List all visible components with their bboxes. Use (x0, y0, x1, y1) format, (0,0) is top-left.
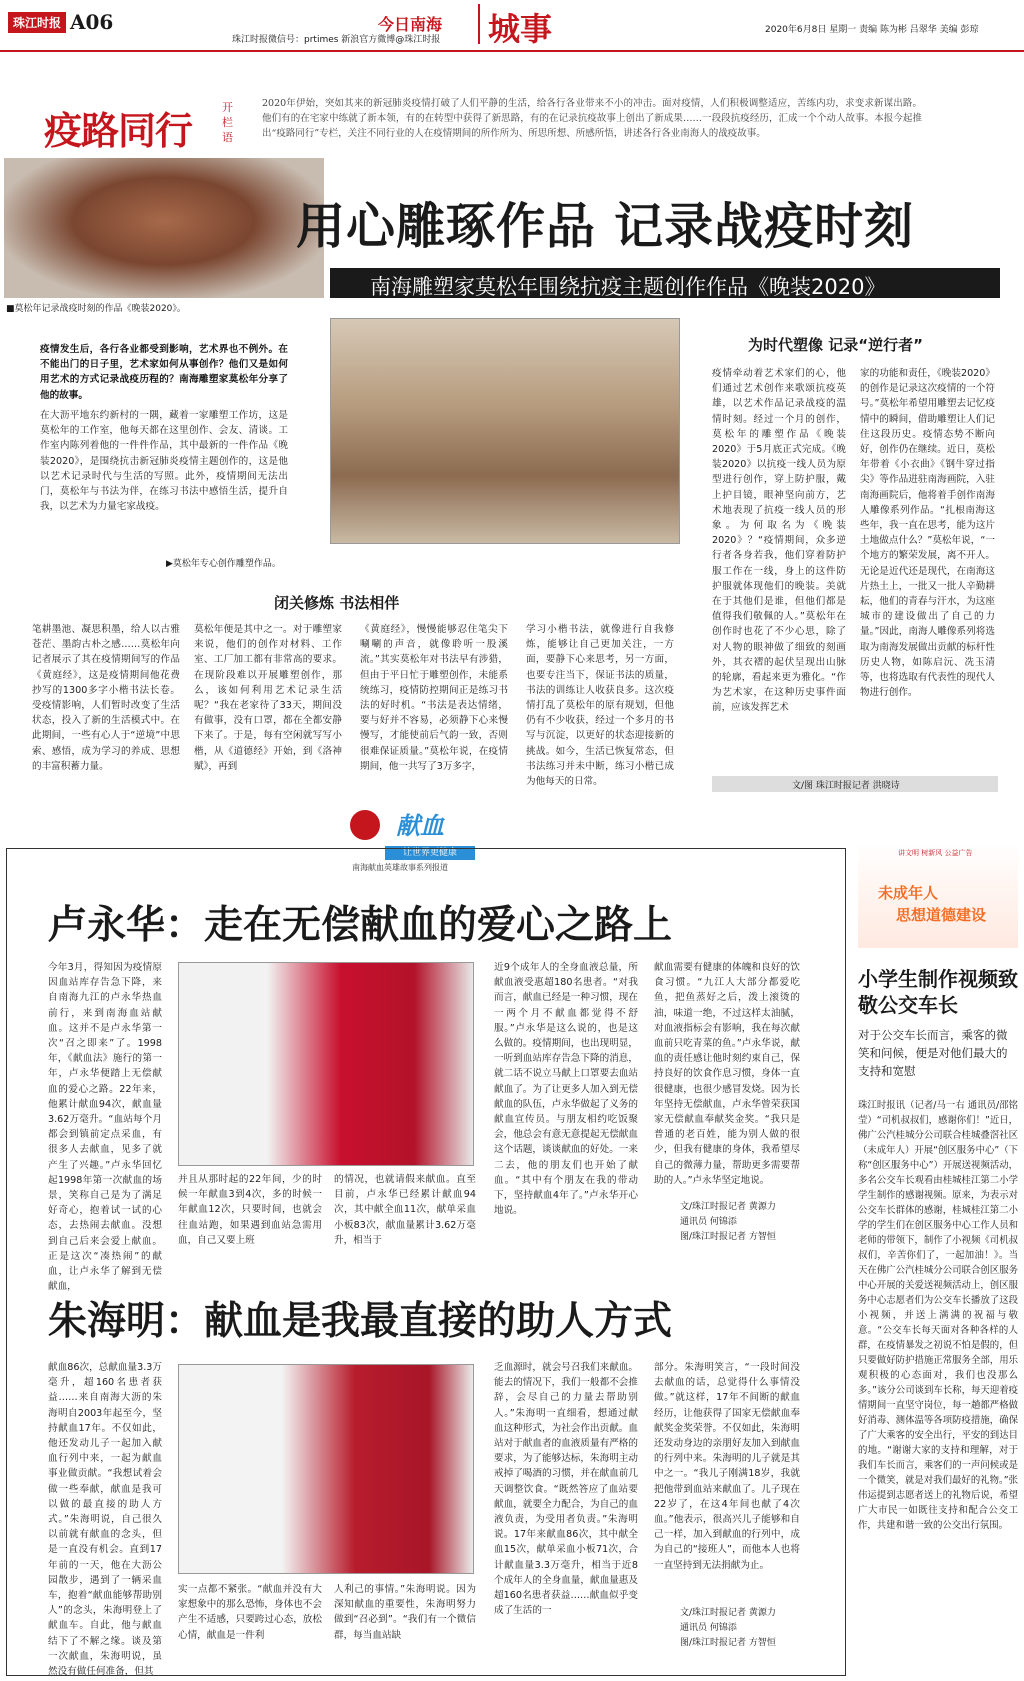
story2-col4: 献血需要有健康的体魄和良好的饮食习惯。“九江人大部分都爱吃鱼，把鱼蒸好之后，泼上滚烫的油，味道一绝，不过这样太油腻，对血液指标会有影响，我在每次献血前只吃青菜的鱼。”卢永华说，献血的责任感让他时刻约束自己，保持良好的饮食作息习惯，身体一直很健康，也很少感冒发烧。因为长年坚持无偿献血，卢永华曾荣获国家无偿献血奉献奖金奖。“我只是普通的老百姓，能为别人做的很少，但我有健康的身体，我希望尽自己的微薄力量，帮助更多需要帮助的人。”卢永华坚定地说。 (654, 962, 800, 1186)
story2-col1: 今年3月，得知因为疫情原因血站库存告急下降，来自南海九江的卢永华热血前行，来到南海血站献血。这并不是卢永华第一次“召之即来”了。1998年，《献血法》施行的第一年，卢永华便踏上无偿献血的爱心之路。22年来，他累计献血94次，献血量3.62万毫升。“血站每个月都会到镇前定点采血，有很多人去献血，见多了就产生了兴趣。”卢永华回忆起1998年第一次献血的场景，笑称自己是为了满足好奇心，抱着试一试的心态，去热闹去献血。没想到自己后来会爱上献血。正是这次“凑热闹”的献血，让卢永华了解到无偿献血， (48, 962, 162, 1293)
page-number: A06 (70, 10, 114, 34)
sidebar-banner-small: 讲文明 树新风 公益广告 (898, 849, 973, 857)
column-intro: 2020年伊始，突如其来的新冠肺炎疫情打破了人们平静的生活，给各行各业带来不小的冲击。面对疫情，人们积极调整适应，苦练内功，求变求新谋出路。他们有的在宅家中练就了新本领，有的在转型中获得了新思路，有的在记录抗疫故事上创出了新成果……一段段抗疫经历，汇成一个个动人故事。本报今起推出“疫路同行”专栏，关注不同行业的人在疫情期间的所作所为、所思所想、所感所悟，讲述各行各业南海人的战疫故事。 (262, 98, 922, 139)
date-line: 2020年6月8日 星期一 责编 陈为彬 吕翠华 美编 彭琼 (765, 25, 979, 35)
story3-col4: 部分。朱海明笑言，“一段时间没去献血的话，总觉得什么事情没做。”就这样，17年不间断的献血经历，让他获得了国家无偿献血奉献奖金奖荣誉。不仅如此，朱海明还发动身边的亲朋好友加入到献血的行列中来。朱海明的儿子就是其中之一。“我儿子刚满18岁，我就把他带到血站来献血了。儿子现在22岁了，在这4年间也献了4次血。”他表示，很高兴儿子能够和自己一样，加入到献血的行列中，成为自己的“接班人”，而他本人也将一直坚持到无法捐献为止。 (654, 1362, 800, 1571)
masthead (0, 0, 1024, 52)
sidebar-banner-title-2: 思想道德建设 (896, 906, 987, 924)
column-logo-side: 开栏语 (222, 101, 233, 144)
blood-banner-sub: 南海献血英雄故事系列报道 (352, 863, 448, 872)
story3-byline: 文/珠江时报记者 黄源力 通讯员 何锦添 图/珠江时报记者 方智恒 (680, 1608, 776, 1648)
paper-logo: 珠江时报 (8, 12, 66, 33)
sidebar-headline: 小学生制作视频致敬公交车长 (858, 967, 1018, 1017)
column-logo: 疫路同行 (44, 108, 193, 153)
story1-headline: 用心雕琢作品 记录战疫时刻 (296, 197, 915, 255)
story2-headline: 卢永华：走在无偿献血的爱心之路上 (48, 902, 673, 948)
story2-col2b: 的情况，也就请假来献血。直至目前，卢永华已经累计献血94次，其中献全血11次，献单采血小板83次，献血量累计3.62万毫升，相当于 (334, 1174, 476, 1246)
weibo-line: 珠江时报微信号：prtimes 新浪官方微博@珠江时报 (232, 35, 441, 45)
masthead-rule (478, 4, 480, 44)
story1-byline: 文/图 珠江时报记者 洪晓诗 (712, 776, 998, 792)
story2-col3: 近9个成年人的全身血液总量，所献血液受惠超180名患者。“对我而言，献血已经是一种习惯，现在一两个月不献血都觉得不舒服。”卢永华是这么说的，也是这么做的。疫情期间，也出现明显，一听到血站库存告急下降的消息，就二话不说立马献上口罩要去血站献血了。为了让更多人加入到无偿献血的队伍，卢永华做起了义务的献血宣传员。与朋友相约吃饭聚会，他总会有意无意提起无偿献血这个话题，谈谈献血的好处。一来二去，他的朋友们也开始了献血。“其中有个朋友在我的带动下，坚持献血4年了。”卢永华开心地说。 (494, 962, 638, 1217)
story1-sub2-title: 闭关修炼 书法相伴 (274, 594, 400, 612)
story1-sub1-title: 为时代塑像 记录“逆行者” (748, 336, 923, 354)
story3-col2b: 人利己的事情。”朱海明说。因为深知献血的重要性，朱海明努力做到“召必到”。“我们有一个微信群，每当血站缺 (334, 1584, 476, 1641)
story1-subhead: 南海雕塑家莫松年围绕抗疫主题创作作品《晚装2020》 (370, 275, 886, 299)
sidebar-body: 珠江时报讯（记者/马一右 通讯员/邵铭莹）“司机叔叔们，感谢你们！”近日，佛广公汽桂城分公司联合桂城叠滘社区（未成年人）开展“创区服务中心”（下称“创区服务中心”）开展送视频活动，多名公交车长观看由桂城桂江第二小学学生制作的感谢视频。原来，为表示对公交车长群体的感谢，桂城桂江第二小学的学生们在创区服务中心工作人员和老师的带领下，制作了小视频《司机叔叔们，辛苦你们了，一起加油！》。当天在佛广公汽桂城分公司联合创区服务中心开展的关爱送视频活动上，创区服务中心志愿者们为公交车长播放了这段小视频，并送上满满的祝福与敬意。“公交车长每天面对各种各样的人群，在疫情暴发之初说不怕是假的，但只要做好防护措施正常服务全部，用乐观积极的心态面对，我们也没那么多。”该分公司谈到车长称，每天迎着疫情期间一直坚守岗位，每一趟都严格做好消毒、测体温等各项防疫措施，确保了广大乘客的安全出行，平安的到达目的地。“谢谢大家的支持和理解，对于我们车长而言，乘客们的一声问候或是一个微笑，就是对我们最好的礼物。”张伟运提到志愿者送上的礼物后说，希望广大市民一如既往支持和配合公交工作，共建和谐一致的公交出行氛围。 (858, 1100, 1018, 1531)
story2-byline: 文/珠江时报记者 黄源力 通讯员 何锦添 图/珠江时报记者 方智恒 (680, 1202, 776, 1242)
section-small: 今日南海 (378, 15, 443, 34)
blood-banner-slogan: 让世界更健康 (385, 846, 475, 860)
sidebar-banner-title-1: 未成年人 (878, 884, 939, 902)
sculpture-header-image (4, 158, 324, 298)
story2-col2a: 并且从那时起的22年间，少的时候一年献血3到4次，多的时候一年献血12次，只要时间，也就会往血站跑，如果遇到血站急需用血，自己又要上班 (178, 1174, 322, 1246)
story3-col1: 献血86次，总献血量3.3万毫升，超160名患者获益……来自南海大沥的朱海明自2003年起至今，坚持献血17年。不仅如此，他还发动儿子一起加入献血行列中来，一起为献血事业做贡献。“我想试着会做一些奉献，献血是我可以做的最直接的助人方式。”朱海明说，自己很久以前就有献血的念头，但是一直没有机会。直到17年前的一天，他在大沥公园散步，遇到了一辆采血车，抱着“献血能够帮助别人”的念头，朱海明登上了献血车。自此，他与献血结下了不解之缘。谈及第一次献血，朱海明说，虽然没有做任何准备，但其 (48, 1362, 162, 1678)
zhu-haiming-photo (178, 1364, 474, 1574)
lu-yonghua-photo (178, 962, 474, 1166)
story3-col3: 乏血源时，就会号召我们来献血。能去的情况下，我们一般都不会推辞，会尽自己的力量去帮助别人。”朱海明一直细看，想通过献血这种形式，为社会作出贡献。血站对于献血者的血液质量有严格的要求，为了能够达标，朱海明主动戒掉了喝酒的习惯，并在献血前几天调整饮食。“既然答应了血站要献血，就要全力配合，为自己的血液负责，为受用者负责。”朱海明说。17年来献血86次，其中献全血15次，献单采血小板71次，合计献血量3.3万毫升，相当于近8个成年人的全身血量，献血量惠及超160名患者获益……献血似乎变成了生活的一 (494, 1362, 638, 1617)
story3-col2a: 实一点都不紧张。“献血并没有大家想象中的那么恐怖，身体也不会产生不适感，只要跨过心态，放松心情，献血是一件利 (178, 1584, 322, 1641)
blood-drop-icon (350, 810, 380, 840)
story1-sub2-col4: 学习小楷书法，就像进行自我修炼，能够让自己更加关注，一方面，要静下心来思考，另一方面，也要专注当下，保证书法的质量，书法的训练让人收获良多。这次疫情打乱了莫松年的原有规划，但他仍有不少收获，经过一个多月的书写与沉淀，以更好的状态迎接新的挑战。如今，生活已恢复常态，但书法练习并未中断，练习小楷已成为他每天的日常。 (526, 624, 674, 788)
story3-headline: 朱海明：献血是我最直接的助人方式 (48, 1298, 673, 1344)
story1-intro: 在大沥平地东约新村的一隅，藏着一家雕塑工作坊，这是莫松年的工作室，他每天都在这里创作、会友、清谈。工作室内陈列着他的一件件作品，其中最新的一件作品《晚装2020》，是围绕抗击新冠肺炎疫情主题创作的，这是他以艺术记录时代与生活的写照。此外，疫情期间无法出门，莫松年与书法为伴，在练习书法中感悟生活，提升自我，以艺术为力量宅家战疫。 (40, 410, 288, 513)
story1-sub1-col2: 家的功能和责任，《晚装2020》的创作是记录这次疫情的一个符号。”莫松年希望用雕塑去记忆疫情中的瞬间，借助雕塑让人们记住这段历史。疫情态势不断向好，创作仍在继续。近日，莫松年带着《小衣曲》《钢牛穿过指尖》等作品进驻南海画院，入驻南海画院后，他将着手创作南海人雕像系列作品。“扎根南海这些年，我一直在思考，能为这片土地做点什么？”莫松年说，“一个地方的繁荣发展，离不开人。无论是近代还是现代，在南海这片热土上，一批又一批人辛勤耕耘，他们的青春与汗水，为这座城市的建设做出了自己的力量。”因此，南海人雕像系列将选取为南海发展做出贡献的标杆性历史人物，如陈启沅、冼玉清等，也将选取有代表性的现代人物进行创作。 (860, 368, 995, 699)
story1-sub2-col1: 笔耕墨池、凝思积墨，给人以古雅苍茫、墨韵古朴之感……莫松年向记者展示了其在疫情期间写的作品《黄庭经》，这是疫情期间他花费抄写的1300多字小楷书法长卷。受疫情影响，人们暂时改变了生活状态，投入了新的生活模式中。在此期间，一些有心人于“逆境”中思索、感悟，成为学习的养成、思想的丰富积蓄力量。 (32, 624, 180, 772)
sidebar-deck: 对于公交车长而言，乘客的微笑和问候，便是对他们最大的支持和宽慰 (858, 1028, 1008, 1078)
section-big: 城事 (488, 10, 553, 48)
story1-sub1-col1: 疫情牵动着艺术家们的心，他们通过艺术创作来歌颂抗疫英雄，以艺术作品记录战疫的温情时刻。经过一个月的创作，莫松年的雕塑作品《晚装2020》于5月底正式完成。《晚装2020》以抗疫一线人员为原型进行创作，穿上防护服，戴上护目镜，眼神坚向前方，艺术地表现了抗疫一线人员的形象。为何取名为《晚装2020》？“疫情期间，众多逆行者各身若我，他们穿着防护服工作在一线，身上的这件防护服就体现他们的晚装。美就在于其他们是谁，但他们都是值得我们敬佩的人。”莫松年在创作时也花了不少心思，除了对人物的眼神做了细致的刻画外，其衣褶的起伏呈现出山脉的轮廓，看起来更为雅化。“作为艺术家，在这种历史事件面前，应该发挥艺术 (712, 368, 846, 714)
story1-photo-caption: ▶莫松年专心创作雕塑作品。 (166, 559, 281, 569)
sculptor-working-photo (330, 318, 680, 544)
sidebar-banner (858, 842, 1018, 948)
story1-sub2-col3: 《黄庭经》，慢慢能够忍住笔尖下唰唰的声音，就像聆听一股溪流。”其实莫松年对书法早有涉猎，但由于平日忙于雕塑创作，未能系统练习，疫情防控期间正是练习书法的好时机。“书法是表达情绪，要与好并不容易，必须静下心来慢慢写，才能使前后气韵一致，否则很难保证质量。”莫松年说，在疫情期间，他一共写了3万多字， (360, 624, 508, 772)
header-caption: ■莫松年记录战疫时刻的作品《晚装2020》。 (6, 304, 186, 314)
story1-sub2-col2: 莫松年便是其中之一。对于雕塑家来说，他们的创作对材料、工作室、工厂加工都有非常高的要求。在现阶段难以开展雕塑创作，那么，该如何利用艺术记录生活呢？“我在老家待了33天，期间没有做事，没有口罩，都在全都安静下来了。于是，每有空闲就写写小楷，从《道德经》开始，到《洛神赋》，再到 (194, 624, 342, 772)
story1-lead: 疫情发生后，各行各业都受到影响，艺术界也不例外。在不能出门的日子里，艺术家如何从事创作？他们又是如何用艺术的方式记录战疫历程的？南海雕塑家莫松年分享了他的故事。 (40, 344, 288, 401)
blood-banner-logo: 献血 (396, 811, 444, 840)
